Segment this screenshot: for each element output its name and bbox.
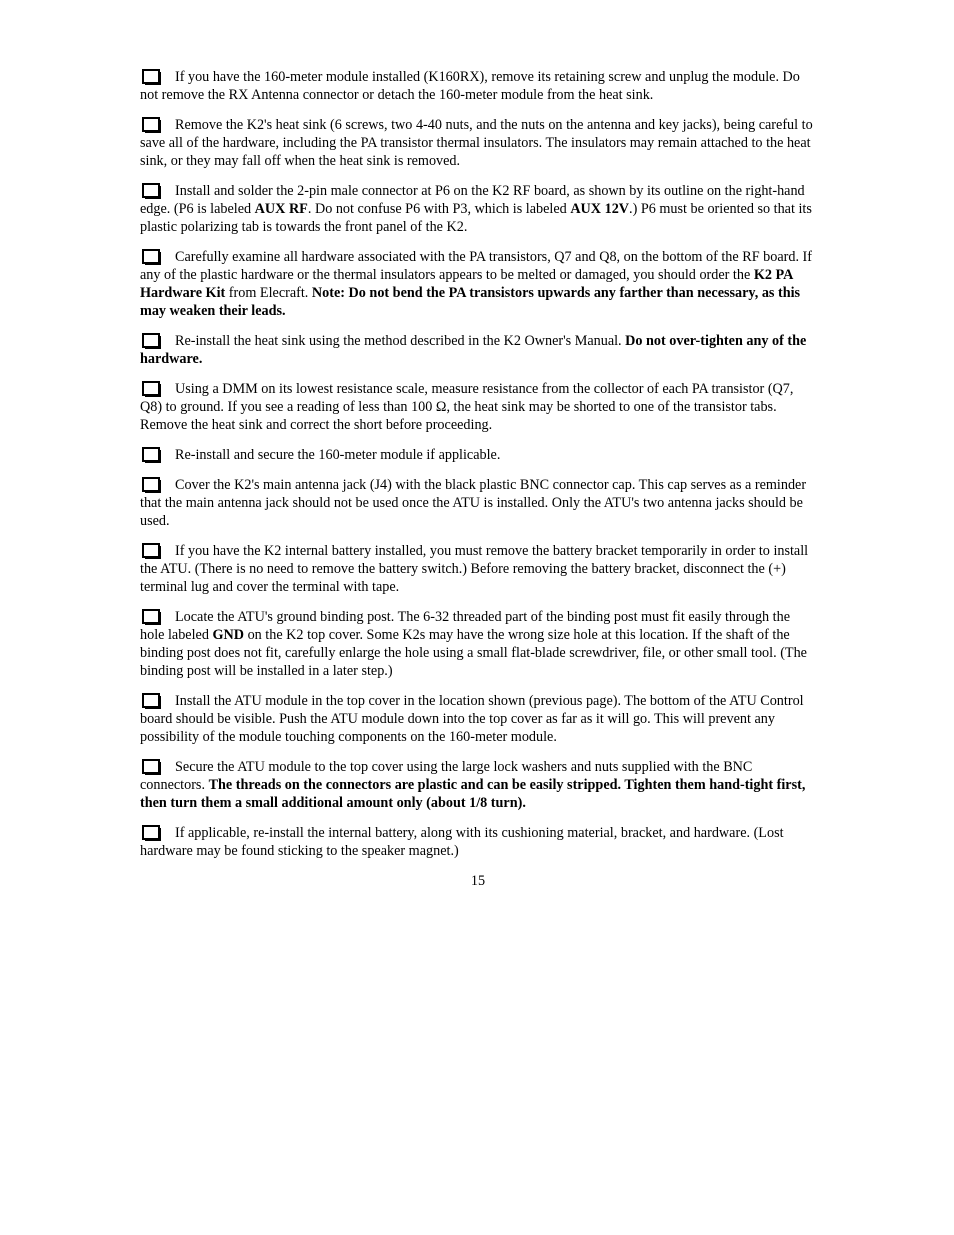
step-checkbox[interactable] <box>142 183 160 198</box>
step-text-bold: K2 PA Hardware Kit <box>140 267 793 301</box>
step-list <box>140 68 816 860</box>
step-text-segment: from Elecraft. <box>225 285 312 301</box>
checklist-step <box>140 824 816 860</box>
step-text-bold: Do not over-tighten any of the hardware. <box>140 333 807 367</box>
step-checkbox[interactable] <box>142 825 160 840</box>
step-checkbox[interactable] <box>142 609 160 624</box>
step-text-segment: Install the ATU module in the top cover in the location shown (previous page). The bottom of the ATU Control board should be visible. Push the ATU module down into the top cover as far as it will go. This will prevent any possibility of the module touching components on the 160-meter module. <box>140 693 804 745</box>
step-text <box>140 248 816 320</box>
checklist-step <box>140 248 816 320</box>
step-text-bold: GND <box>212 627 245 643</box>
step-text-segment: Secure the ATU module to the top cover using the large lock washers and nuts supplied with the BNC connectors. <box>140 759 753 793</box>
checklist-step <box>140 182 816 236</box>
checklist-step <box>140 758 816 812</box>
step-checkbox[interactable] <box>142 543 160 558</box>
step-checkbox[interactable] <box>142 693 160 708</box>
step-checkbox[interactable] <box>142 759 160 774</box>
step-text <box>140 758 816 812</box>
step-checkbox[interactable] <box>142 69 160 84</box>
step-text <box>140 542 816 596</box>
step-text-segment: Remove the K2's heat sink (6 screws, two 4-40 nuts, and the nuts on the antenna and key jacks), being careful to save all of the hardware, including the PA transistor thermal insulators. The insulators may remain attached to the heat sink, or they may fall off when the heat sink is removed. <box>140 117 813 169</box>
step-text <box>140 332 816 368</box>
step-text-segment: If applicable, re-install the internal battery, along with its cushioning material, bracket, and hardware. (Lost hardware may be found sticking to the speaker magnet.) <box>140 825 784 859</box>
step-text-bold: AUX 12V <box>570 201 630 217</box>
step-checkbox[interactable] <box>142 447 160 462</box>
step-text-segment: If you have the 160-meter module installed (K160RX), remove its retaining screw and unplug the module. Do not remove the RX Antenna connector or detach the 160-meter module from the heat sink. <box>140 69 800 103</box>
step-text <box>140 446 816 464</box>
step-text-bold: Note: Do not bend the PA transistors upwards any farther than necessary, as this may weaken their leads. <box>140 285 801 319</box>
step-text <box>140 476 816 530</box>
step-checkbox[interactable] <box>142 333 160 348</box>
step-text <box>140 692 816 746</box>
step-checkbox[interactable] <box>142 249 160 264</box>
page-number: 15 <box>470 873 486 889</box>
step-text-segment: on the K2 top cover. Some K2s may have the wrong size hole at this location. If the shaft of the binding post does not fit, carefully enlarge the hole using a small flat-blade screwdriver, file, or other small tool. (The binding post will be installed in a later step.) <box>140 627 807 679</box>
step-text-segment: Re-install and secure the 160-meter module if applicable. <box>175 447 501 463</box>
step-checkbox[interactable] <box>142 381 160 396</box>
step-text <box>140 182 816 236</box>
step-text-segment: If you have the K2 internal battery installed, you must remove the battery bracket temporarily in order to install the ATU. (There is no need to remove the battery switch.) Before removing the battery bracket, disconnect the (+) terminal lug and cover the terminal with tape. <box>140 543 809 595</box>
step-text-bold: The threads on the connectors are plastic and can be easily stripped. Tighten them hand-tight first, then turn them a small additional amount only (about 1/8 turn). <box>140 777 806 811</box>
step-text-segment: Carefully examine all hardware associated with the PA transistors, Q7 and Q8, on the bottom of the RF board. If any of the plastic hardware or the thermal insulators appears to be melted or damaged, you should order the <box>140 249 812 283</box>
checklist-step <box>140 446 816 464</box>
checklist-step <box>140 608 816 680</box>
checklist-step <box>140 542 816 596</box>
step-text-segment: Locate the ATU's ground binding post. The 6-32 threaded part of the binding post must fit easily through the hole labeled <box>140 609 791 643</box>
step-text-segment: Using a DMM on its lowest resistance scale, measure resistance from the collector of each PA transistor (Q7, Q8) to ground. If you see a reading of less than 100 Ω, the heat sink may be shorted to one of the transistor tabs. Remove the heat sink and correct the short before proceeding. <box>140 381 794 433</box>
checklist-step <box>140 332 816 368</box>
step-text-segment: .) P6 must be oriented so that its plastic polarizing tab is towards the front panel of the K2. <box>140 201 812 235</box>
step-text-segment: Re-install the heat sink using the method described in the K2 Owner's Manual. <box>175 333 626 349</box>
checklist-step <box>140 476 816 530</box>
step-text-segment: . Do not confuse P6 with P3, which is labeled <box>307 201 571 217</box>
step-text <box>140 824 816 860</box>
step-checkbox[interactable] <box>142 117 160 132</box>
checklist-step <box>140 116 816 170</box>
step-text <box>140 608 816 680</box>
step-text-segment: Cover the K2's main antenna jack (J4) with the black plastic BNC connector cap. This cap serves as a reminder that the main antenna jack should not be used once the ATU is installed. Only the ATU's two antenna jacks should be used. <box>140 477 807 529</box>
checklist-step <box>140 68 816 104</box>
step-text <box>140 68 816 104</box>
step-checkbox[interactable] <box>142 477 160 492</box>
step-text <box>140 380 816 434</box>
step-text-bold: AUX RF <box>254 201 308 217</box>
checklist-step <box>140 692 816 746</box>
document-page <box>140 68 816 890</box>
checklist-step <box>140 380 816 434</box>
step-text-segment: Install and solder the 2-pin male connector at P6 on the K2 RF board, as shown by its outline on the right-hand edge. (P6 is labeled <box>140 183 805 217</box>
step-text <box>140 116 816 170</box>
